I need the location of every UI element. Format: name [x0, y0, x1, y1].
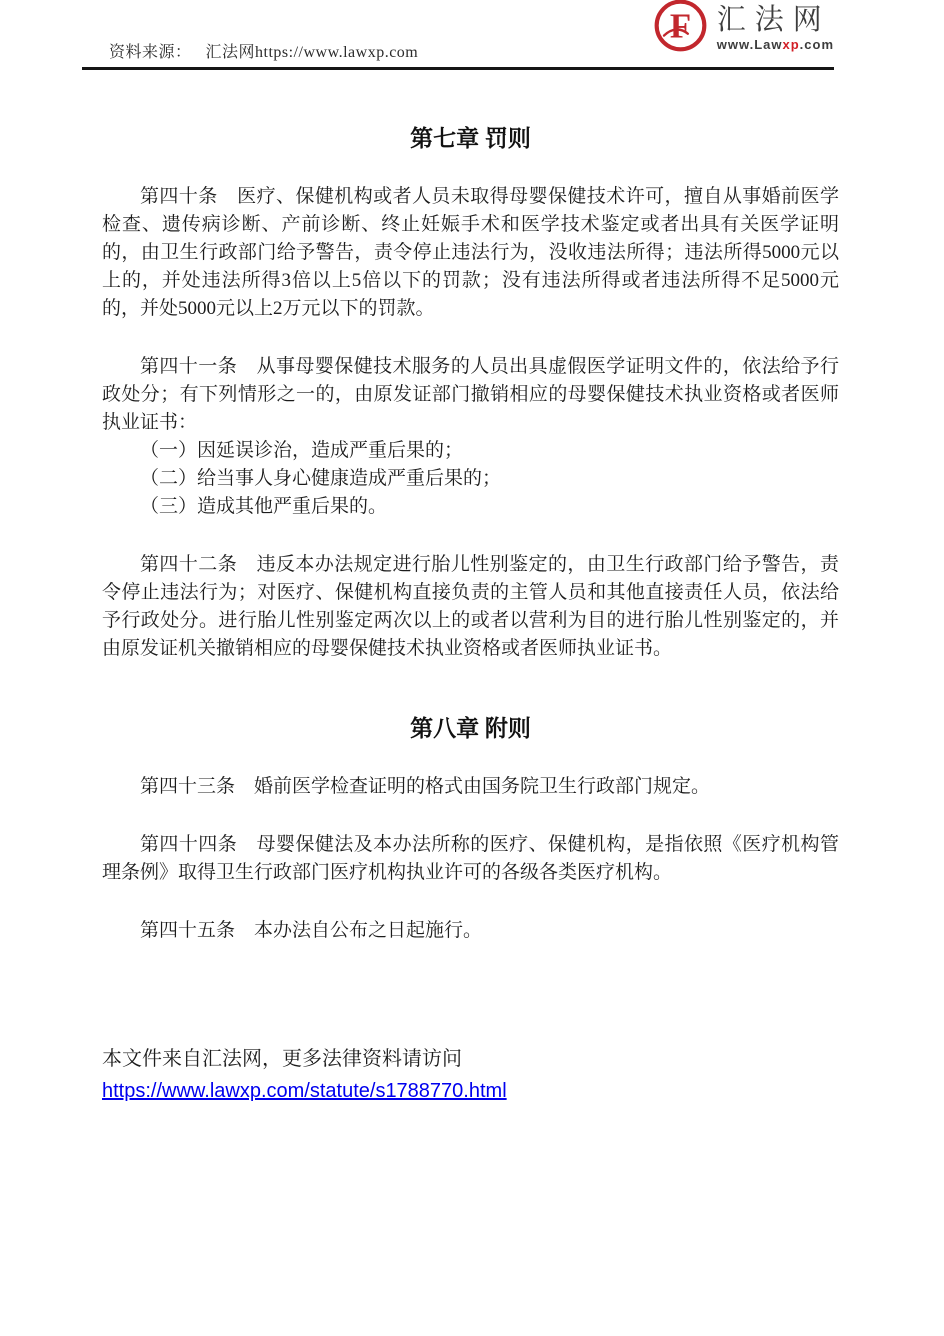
- site-url-suffix: .com: [799, 36, 834, 52]
- footer-note: 本文件来自汇法网，更多法律资料请访问: [102, 1048, 462, 1070]
- article-41: [102, 353, 839, 521]
- statute-link[interactable]: https://www.lawxp.com/statute/s1788770.html: [102, 1080, 507, 1102]
- article-40: [102, 183, 839, 323]
- page-header: [82, 0, 834, 70]
- document-content: [102, 73, 839, 945]
- article-45: [102, 917, 839, 945]
- logo-letter: F: [669, 6, 691, 46]
- article-41-item-1: （一）因延误诊治，造成严重后果的；: [140, 440, 464, 461]
- article-42: [102, 551, 839, 663]
- article-41-text: 第四十一条 从事母婴保健技术服务的人员出具虚假医学证明文件的，依法给予行政处分；有下列情形之一的，由原发证部门撤销相应的母婴保健技术执业资格或者医师执业证书：: [102, 356, 839, 433]
- site-url-accent: xp: [782, 36, 800, 52]
- article-42-text: 第四十二条 违反本办法规定进行胎儿性别鉴定的，由卫生行政部门给予警告，责令停止违法行为；对医疗、保健机构直接负责的主管人员和其他直接责任人员，依法给予行政处分。进行胎儿性别鉴定两次以上的或者以营利为目的进行胎儿性别鉴定的，并由原发证机关撤销相应的母婴保健技术执业资格或者医师执业证书。: [102, 554, 839, 659]
- site-name: 汇法网: [716, 3, 831, 36]
- article-43-text: 第四十三条 婚前医学检查证明的格式由国务院卫生行政部门规定。: [140, 776, 711, 797]
- chapter-7-title: 第七章 罚则: [410, 126, 531, 151]
- article-45-text: 第四十五条 本办法自公布之日起施行。: [140, 920, 483, 941]
- article-40-text: 第四十条 医疗、保健机构或者人员未取得母婴保健技术许可，擅自从事婚前医学检查、遗传病诊断、产前诊断、终止妊娠手术和医学技术鉴定或者出具有关医学证明的，由卫生行政部门给予警告，责令停止违法行为，没收违法所得；违法所得5000元以上的，并处违法所得3倍以上5倍以下的罚款；没有违法所得或者违法所得不足5000元的，并处5000元以上2万元以下的罚款。: [102, 186, 839, 319]
- source-line: [82, 39, 418, 67]
- article-44: [102, 831, 839, 887]
- lawxp-logo: [653, 0, 834, 67]
- chapter-8-title: 第八章 附则: [410, 716, 531, 741]
- article-44-text: 第四十四条 母婴保健法及本办法所称的医疗、保健机构，是指依照《医疗机构管理条例》取得卫生行政部门医疗机构执业许可的各级各类医疗机构。: [102, 834, 839, 883]
- article-41-item-3: （三）造成其他严重后果的。: [140, 496, 388, 517]
- article-41-item-2: （二）给当事人身心健康造成严重后果的；: [140, 468, 502, 489]
- page-footer: [102, 1044, 839, 1106]
- source-value: 汇法网https://www.lawxp.com: [205, 44, 419, 61]
- site-url: [717, 38, 834, 51]
- article-43: [102, 773, 839, 801]
- lawxp-f-icon: [653, 0, 708, 58]
- site-url-prefix: www.Law: [716, 36, 783, 52]
- logo-text: [716, 3, 834, 52]
- source-label: 资料来源：: [109, 44, 192, 61]
